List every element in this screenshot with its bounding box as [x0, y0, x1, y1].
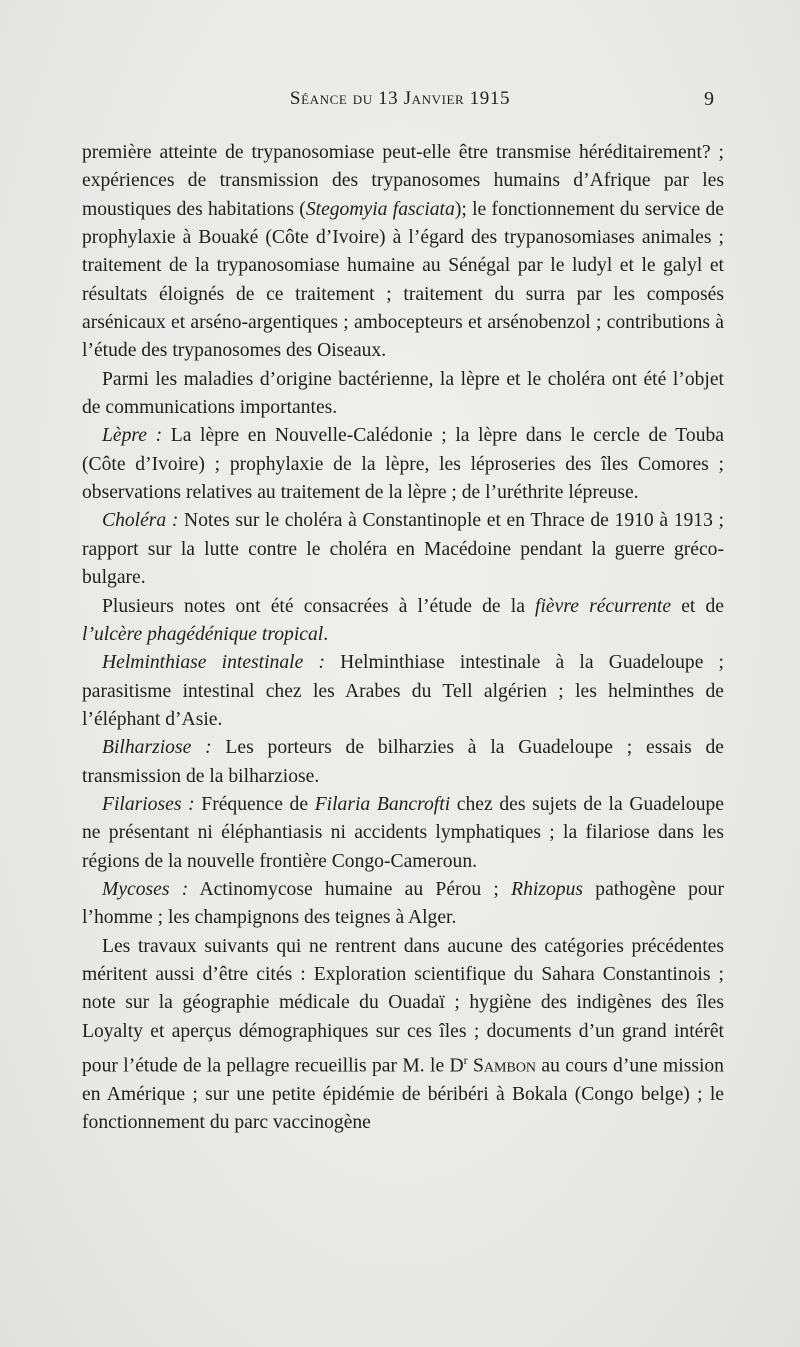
text-run: Actinomycose humaine au Pérou ;: [188, 878, 512, 900]
section-term: Bilharziose :: [102, 737, 212, 759]
disease-name: l’ulcère phagédénique tropical: [82, 623, 324, 645]
species-name: Rhizopus: [511, 878, 584, 900]
text-run: au cours d’une mission en Amérique ; sur une petite épidémie de béribéri à Bokala (Congo belge) ; le fonctionnement du parc vaccinogène: [82, 1055, 724, 1134]
paragraph-cholera: [82, 507, 724, 592]
running-title: Séance du 13 Janvier 1915: [289, 88, 511, 109]
text-run: première atteinte de trypanosomiase peut-elle être transmise héréditairement? ; expériences de transmission des trypanosomes humains d’Afrique par les moustiques des habitations (: [82, 142, 724, 220]
species-name: Filaria Bancrofti: [314, 793, 451, 815]
species-name: Stegomyia fasciata: [305, 198, 455, 220]
text-run: pathogène pour l’homme ; les champignons des teignes à Alger.: [82, 878, 725, 929]
page-number: 9: [704, 88, 714, 110]
paragraph-bacterial-diseases: Parmi les maladies d’origine bactérienne, la lèpre et le choléra ont été l’objet de communications importantes.: [82, 368, 724, 419]
paragraph-mycoses: [82, 876, 724, 933]
text-run: et de: [671, 595, 724, 617]
section-term: Choléra :: [102, 510, 179, 532]
paragraph-trypanosomiasis: [82, 139, 724, 366]
text-run: ); le fonctionnement du service de prophylaxie à Bouaké (Côte d’Ivoire) à l’égard des trypanosomiases animales ; traitement de la trypanosomiase humaine au Sénégal par le ludyl et le galyl et résultats éloignés de ce traitement ; traitement du surra par les composés arsénicaux et arséno-argentiques ; ambocepteurs et arsénobenzol ; contributions à l’étude des trypanosomes des Oiseaux.: [82, 198, 725, 362]
text-run: Notes sur le choléra à Constantinople et en Thrace de 1910 à 1913 ; rapport sur la lutte contre le choléra en Macédoine pendant la guerre gréco-bulgare.: [82, 510, 724, 589]
text-run: Les travaux suivants qui ne rentrent dans aucune des catégories précédentes méritent aussi d’être cités : Exploration scientifique du Sahara Constantinois ; note sur la géographie médicale du Ouadaï ; hygiène des indigènes des îles Loyalty et aperçus démographiques sur ces îles ; documents d’un grand intérêt pour l’étude de la pellagre recueillis par M. le D: [82, 935, 724, 1077]
disease-name: fièvre récurrente: [535, 595, 672, 617]
section-term: Mycoses :: [102, 878, 189, 900]
text-run: La lèpre en Nouvelle-Calédonie ; la lèpre dans le cercle de Touba (Côte d’Ivoire) ; prophylaxie de la lèpre, les léproseries des îles Comores ; observations relatives au traitement de la lèpre ; de l’uréthrite lépreuse.: [82, 425, 724, 504]
section-term: Helminthiase intestinale :: [102, 652, 325, 674]
text-run: chez des sujets de la Guadeloupe ne présentant ni éléphantiasis ni accidents lymphatiques ; la filariose dans les régions de la nouvelle frontière Congo-Cameroun.: [82, 793, 724, 872]
paragraph-bilharziose: [82, 734, 724, 791]
text-run: Plusieurs notes ont été consacrées à l’étude de la: [102, 595, 536, 617]
paragraph-fievre-ulcere: [82, 593, 724, 650]
superscript: r: [463, 1053, 468, 1067]
section-term: Filarioses :: [102, 793, 195, 815]
text-run: Fréquence de: [194, 793, 315, 815]
paragraph-lepre: [82, 422, 724, 507]
paragraph-helminthiase: [82, 649, 724, 734]
text-run: .: [323, 623, 329, 645]
section-term: Lèpre :: [102, 425, 163, 447]
person-name: Sambon: [467, 1055, 537, 1077]
paragraph-other-works: [82, 933, 724, 1138]
body-text: [82, 139, 724, 1138]
paragraph-filarioses: [82, 791, 724, 876]
text-run: Helminthiase intestinale à la Guadeloupe ; parasitisme intestinal chez les Arabes du Tell algérien ; les helminthes de l’éléphant d’Asie.: [82, 652, 725, 730]
text-run: Les porteurs de bilharzies à la Guadeloupe ; essais de transmission de la bilharziose.: [82, 737, 725, 787]
running-head: [0, 88, 800, 114]
